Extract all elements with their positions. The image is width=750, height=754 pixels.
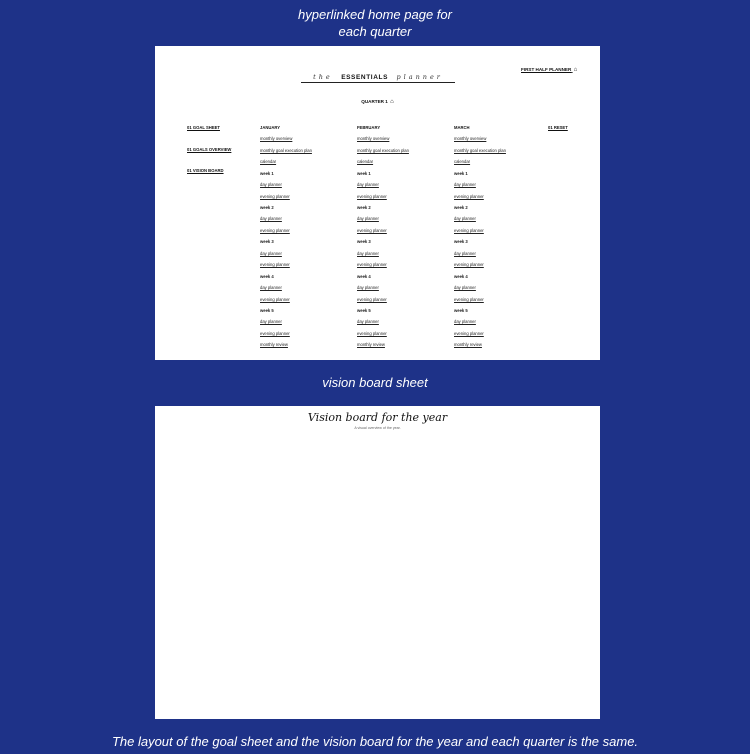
top-caption-line1: hyperlinked home page for — [298, 7, 452, 22]
planner-link[interactable]: evening planner — [454, 296, 484, 302]
brand-right: planner — [396, 73, 443, 81]
reset-link[interactable]: 01 RESET — [548, 125, 568, 130]
planner-link[interactable]: evening planner — [357, 227, 387, 233]
goal-sheet-link[interactable]: 01 GOAL SHEET — [187, 125, 220, 130]
planner-link[interactable]: evening planner — [260, 330, 290, 336]
week-label: week 3 — [454, 239, 468, 245]
top-caption — [0, 6, 750, 40]
month-column — [357, 125, 447, 354]
planner-link[interactable]: evening planner — [260, 262, 290, 268]
house-icon: ⌂ — [390, 99, 394, 105]
planner-link[interactable]: monthly goal execution plan — [260, 147, 312, 153]
planner-link[interactable]: evening planner — [454, 330, 484, 336]
week-label: week 2 — [357, 205, 371, 211]
vision-title: Vision board for the year — [307, 411, 448, 424]
week-label: week 3 — [357, 239, 371, 245]
vision-board-link[interactable]: 01 VISION BOARD — [187, 168, 224, 173]
quarter-label: QUARTER 1 — [361, 99, 388, 104]
planner-link[interactable]: day planner — [454, 182, 476, 188]
planner-link[interactable]: day planner — [357, 285, 379, 291]
planner-link[interactable]: day planner — [260, 182, 282, 188]
brand-left: the — [313, 73, 333, 81]
top-caption-line2: each quarter — [338, 24, 412, 39]
planner-link[interactable]: evening planner — [357, 330, 387, 336]
week-label: week 3 — [260, 239, 274, 245]
week-label: week 5 — [260, 307, 274, 313]
planner-link[interactable]: evening planner — [260, 193, 290, 199]
month-heading: FEBRUARY — [357, 125, 381, 130]
planner-link[interactable]: evening planner — [260, 227, 290, 233]
week-label: week 4 — [454, 273, 468, 279]
planner-link[interactable]: day planner — [454, 216, 476, 222]
month-column — [454, 125, 544, 354]
planner-brand — [301, 66, 455, 83]
planner-link[interactable]: calendar — [454, 159, 471, 165]
middle-caption: vision board sheet — [322, 375, 428, 390]
planner-link[interactable]: evening planner — [454, 227, 484, 233]
week-label: week 2 — [454, 205, 468, 211]
quarter-heading[interactable] — [155, 99, 600, 105]
vision-board-sheet — [155, 406, 600, 719]
planner-link[interactable]: calendar — [260, 159, 277, 165]
planner-link[interactable]: monthly overview — [260, 136, 293, 142]
vision-subtitle: A visual overview of the year. — [354, 426, 401, 430]
goals-overview-link[interactable]: 01 GOALS OVERVIEW — [187, 146, 232, 152]
week-label: week 4 — [357, 273, 371, 279]
planner-link[interactable]: day planner — [357, 216, 379, 222]
first-half-label: FIRST HALF PLANNER — [521, 67, 572, 72]
planner-link[interactable]: day planner — [454, 319, 476, 325]
planner-link[interactable]: evening planner — [454, 193, 484, 199]
brand-main: ESSENTIALS — [341, 74, 388, 81]
week-label: week 1 — [260, 170, 274, 176]
planner-link[interactable]: day planner — [260, 250, 282, 256]
planner-link[interactable]: evening planner — [357, 193, 387, 199]
planner-link[interactable]: day planner — [260, 319, 282, 325]
planner-link[interactable]: evening planner — [454, 262, 484, 268]
month-heading: MARCH — [454, 125, 470, 130]
planner-link[interactable]: day planner — [454, 285, 476, 291]
week-label: week 1 — [357, 170, 371, 176]
house-icon: ⌂ — [573, 67, 578, 73]
week-label: week 5 — [454, 307, 468, 313]
planner-link[interactable]: calendar — [357, 159, 374, 165]
planner-link[interactable]: day planner — [260, 285, 282, 291]
planner-link[interactable]: day planner — [357, 182, 379, 188]
week-label: week 4 — [260, 273, 274, 279]
planner-link[interactable]: day planner — [454, 250, 476, 256]
planner-link[interactable]: evening planner — [260, 296, 290, 302]
week-label: week 2 — [260, 205, 274, 211]
week-label: week 1 — [454, 170, 468, 176]
planner-link[interactable]: day planner — [357, 250, 379, 256]
week-label: week 5 — [357, 307, 371, 313]
planner-link[interactable]: monthly overview — [454, 136, 487, 142]
planner-link[interactable]: monthly overview — [357, 136, 390, 142]
planner-link[interactable]: day planner — [357, 319, 379, 325]
planner-link[interactable]: monthly review — [357, 342, 385, 348]
planner-link[interactable]: evening planner — [357, 262, 387, 268]
planner-link[interactable]: evening planner — [357, 296, 387, 302]
first-half-planner-link[interactable] — [521, 67, 577, 73]
planner-link[interactable]: monthly goal execution plan — [454, 147, 506, 153]
planner-link[interactable]: monthly review — [454, 342, 482, 348]
home-page-sheet — [155, 46, 600, 360]
planner-link[interactable]: monthly review — [260, 342, 288, 348]
planner-link[interactable]: day planner — [260, 216, 282, 222]
planner-link[interactable]: monthly goal execution plan — [357, 147, 409, 153]
month-column — [260, 125, 350, 354]
bottom-caption: The layout of the goal sheet and the vision board for the year and each quarter is the same. — [111, 734, 639, 749]
month-heading: JANUARY — [260, 125, 281, 130]
